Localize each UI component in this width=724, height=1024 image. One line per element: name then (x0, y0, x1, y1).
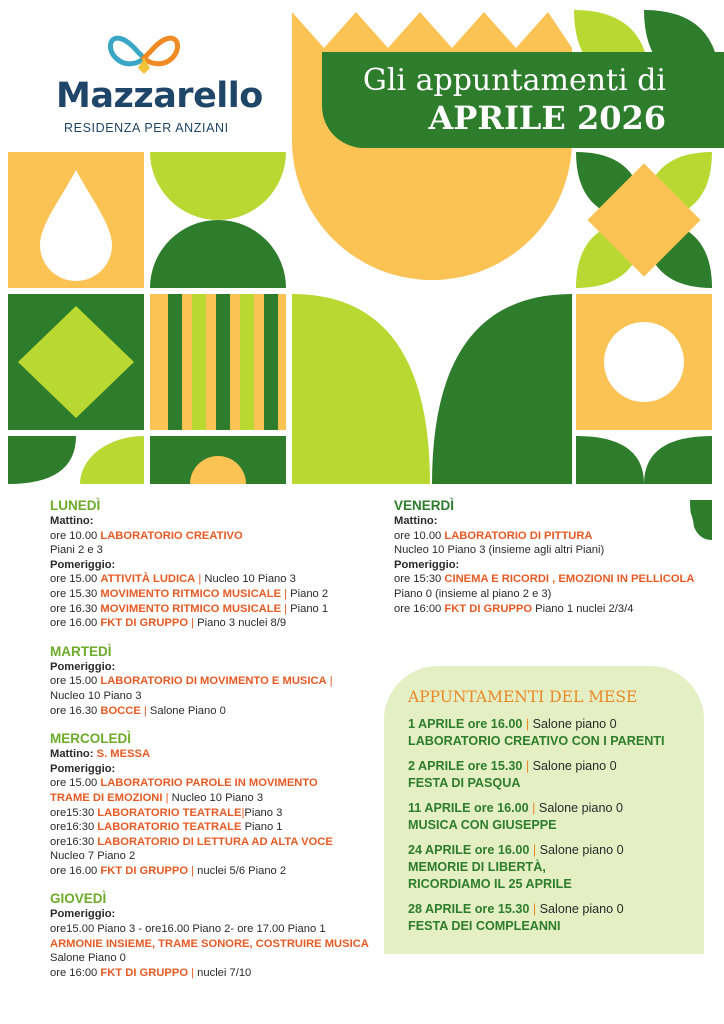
schedule-line: ore 16:00 FKT DI GRUPPO | nuclei 7/10 (50, 966, 252, 979)
monthly-appointments-box (384, 666, 704, 954)
schedule-line: ore 16.30 MOVIMENTO RITMICO MUSICALE | Piano 1 (50, 602, 329, 615)
monthly-title: APPUNTAMENTI DEL MESE (408, 688, 638, 706)
schedule-line: ore15.00 Piano 3 - ore16.00 Piano 2- ore 17.00 Piano 1 (50, 923, 326, 936)
schedule-line: ore16:30 LABORATORIO TEATRALE Piano 1 (50, 821, 283, 834)
schedule-line: ore 15.00 ATTIVITÀ LUDICA | Nucleo 10 Piano 3 (50, 573, 296, 586)
schedule-line: ore 15.00 LABORATORIO PAROLE IN MOVIMENTO (50, 777, 318, 790)
schedule-line: ore 16:00 FKT DI GRUPPO Piano 1 nuclei 2/3/4 (394, 602, 634, 615)
schedule-line: ore 10.00 LABORATORIO DI PITTURA (394, 529, 593, 542)
day-giovedi: GIOVEDÌ (50, 891, 107, 907)
schedule-line: ore 15:30 CINEMA E RICORDI , EMOZIONI IN PELLICOLA (394, 573, 695, 586)
day-mercoledi: MERCOLEDÌ (50, 731, 131, 747)
event-item: 11 APRILE ore 16.00 | Salone piano 0 MUSICA CON GIUSEPPE (408, 801, 623, 832)
title-banner (322, 52, 724, 148)
event-item: 24 APRILE ore 16.00 | Salone piano 0 MEMORIE DI LIBERTÀ, RICORDIAMO IL 25 APRILE (408, 843, 624, 891)
event-item: 28 APRILE ore 15.30 | Salone piano 0 FESTA DEI COMPLEANNI (408, 902, 624, 933)
schedule-line: ore 16.00 FKT DI GRUPPO | Piano 3 nuclei 8/9 (50, 617, 287, 630)
weekday-schedule-right: VENERDÌ Mattino: ore 10.00 LABORATORIO DI PITTURA Nucleo 10 Piano 3 (insieme agli altri Piani) Pomeriggio: ore 15:30 CINEMA E RICORDI , EMOZIONI IN PELLICOLA Piano 0 (insieme al piano 2 e 3) ore 16:00 FKT DI GRUPPO Piano 1 nuclei 2/3/4 (394, 497, 714, 616)
brand-tagline: RESIDENZA PER ANZIANI (64, 121, 229, 135)
schedule-line: ore 16.30 BOCCE | Salone Piano 0 (50, 704, 226, 717)
schedule-line: Mattino: S. MESSA (50, 748, 151, 761)
weekday-schedule-left: LUNEDÌ Mattino: ore 10.00 LABORATORIO CREATIVO Piani 2 e 3 Pomeriggio: ore 15.00 ATTIVITÀ LUDICA | Nucleo 10 Piano 3 ore 15.30 MOVIMENTO RITMICO MUSICALE | Piano 2 ore 16.30 MOVIMENTO RITMICO MUSICALE | Piano 1 ore 16.00 FKT DI GRUPPO | Piano 3 nuclei 8/9 MARTEDÌ Pomeriggio: ore 15.00 LABORATORIO DI MOVIMENTO E MUSICA | Nucleo 10 Piano 3 ore 16.30 BOCCE | Salone Piano 0 MERCOLEDÌ Mattino: S. MESSA Pomeriggio: ore 15.00 LABORATORIO PAROLE IN MOVIMENTO TRAME DI EMOZIONI | Nucleo 10 Piano 3 ore15:30 LABORATORIO TEATRALE|Piano 3 ore16:30 LABORATORIO TEATRALE Piano 1 ore16:30 LABORATORIO DI LETTURA AD ALTA VOCE Nucleo 7 Piano 2 ore 16.00 FKT DI GRUPPO | nuclei 5/6 Piano 2 GIOVEDÌ Pomeriggio: ore15.00 Piano 3 - ore16.00 Piano 2- ore 17.00 Piano 1 ARMONIE INSIEME, TRAME SONORE, COSTRUIRE MUSICA Salone Piano 0 ore 16:00 FKT DI GRUPPO | nuclei 7/10 (50, 497, 380, 980)
day-martedi: MARTEDÌ (50, 643, 112, 659)
yellow-semicircle (292, 140, 572, 280)
brand-name: Mazzarello (56, 76, 263, 116)
schedule-line: ARMONIE INSIEME, TRAME SONORE, COSTRUIRE MUSICA (50, 937, 369, 950)
day-venerdi: VENERDÌ (394, 498, 455, 513)
ring-shape (604, 322, 684, 402)
schedule-line: ore 15.00 LABORATORIO DI MOVIMENTO E MUSICA | (50, 675, 333, 688)
title-line1: Gli appuntamenti di (362, 63, 666, 98)
schedule-line: ore16:30 LABORATORIO DI LETTURA AD ALTA VOCE (50, 835, 333, 848)
schedule-line: TRAME DI EMOZIONI | Nucleo 10 Piano 3 (50, 791, 264, 804)
schedule-line: ore15:30 LABORATORIO TEATRALE|Piano 3 (50, 806, 283, 819)
event-item: 2 APRILE ore 15.30 | Salone piano 0 FESTA DI PASQUA (408, 759, 617, 790)
title-line2: APRILE 2026 (428, 99, 666, 137)
schedule-line: ore 10.00 LABORATORIO CREATIVO (50, 529, 243, 542)
event-item: 1 APRILE ore 16.00 | Salone piano 0 LABORATORIO CREATIVO CON I PARENTI (408, 717, 665, 748)
day-lunedi: LUNEDÌ (50, 498, 101, 513)
schedule-line: ore 15.30 MOVIMENTO RITMICO MUSICALE | Piano 2 (50, 587, 329, 600)
schedule-line: ore 16.00 FKT DI GRUPPO | nuclei 5/6 Piano 2 (50, 864, 287, 877)
